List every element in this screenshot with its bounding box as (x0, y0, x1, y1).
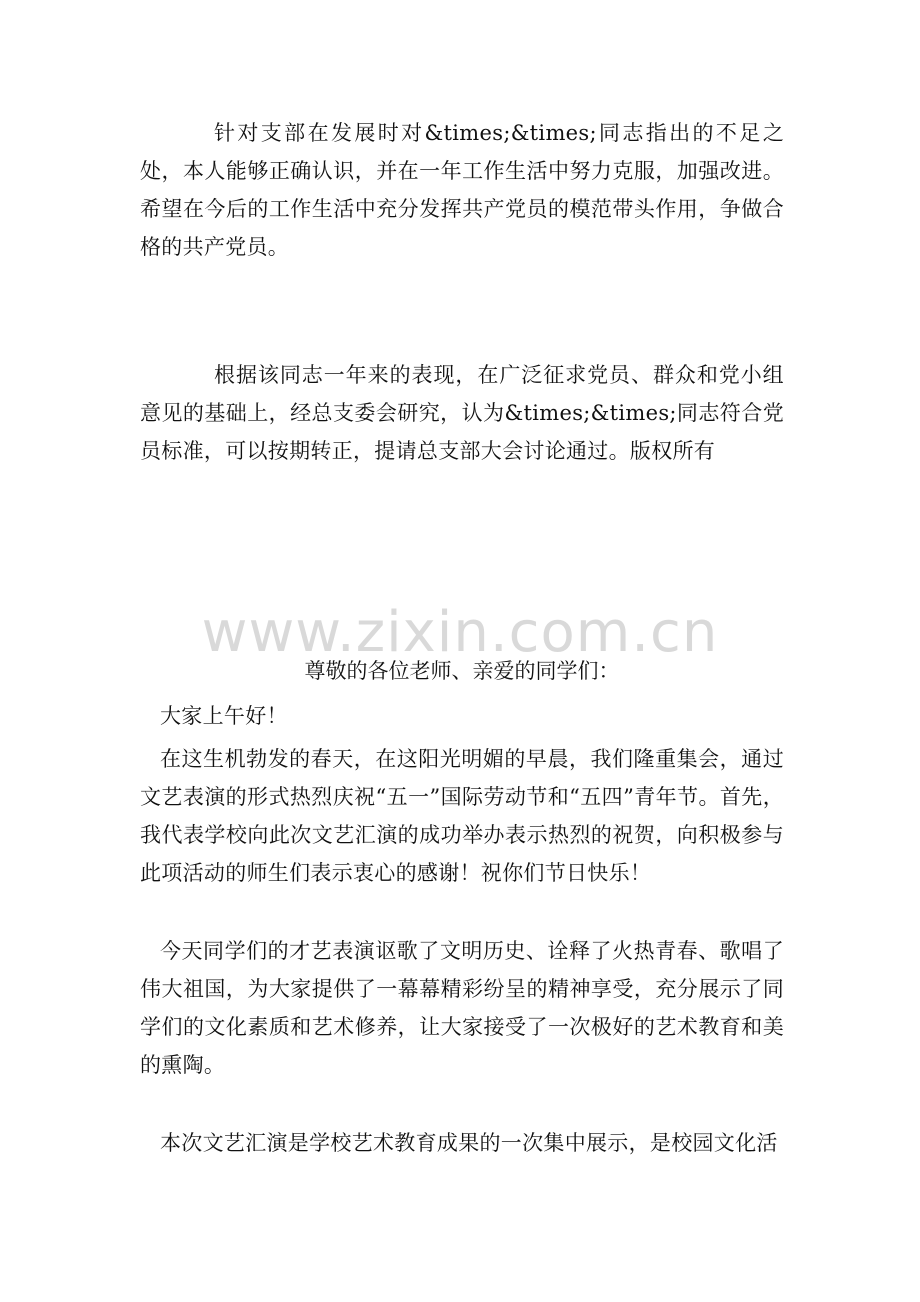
paragraph-art-education: 本次文艺汇演是学校艺术教育成果的一次集中展示，是校园文化活 (160, 1131, 778, 1155)
paragraph-celebration: 在这生机勃发的春天，在这阳光明媚的早晨，我们隆重集会，通过文艺表演的形式热烈庆祝“五一”国际劳动节和“五四”青年节。首先，我代表学校向此次文艺汇演的成功举办表示热烈的祝贺，向积极参与此项活动的师生们表示衷心的感谢！祝你们节日快乐！ (140, 747, 784, 885)
paragraph-evaluation: 根据该同志一年来的表现，在广泛征求党员、群众和党小组意见的基础上，经总支委会研究，认为&times;&times;同志符合党员标准，可以按期转正，提请总支部大会讨论通过。版权所有 (140, 363, 784, 463)
watermark-text: www.zixin.com.cn (201, 600, 719, 665)
opening-greeting: 大家上午好！ (160, 704, 288, 728)
paragraph-support-branch: 针对支部在发展时对&times;&times;同志指出的不足之处，本人能够正确认识，并在一年工作生活中努力克服，加强改进。希望在今后的工作生活中充分发挥共产党员的模范带头作用，争做合格的共产党员。 (140, 121, 784, 259)
paragraph-performance: 今天同学们的才艺表演讴歌了文明历史、诠释了火热青春、歌唱了伟大祖国，为大家提供了一幕幕精彩纷呈的精神享受，充分展示了同学们的文化素质和艺术修养，让大家接受了一次极好的艺术教育和美的熏陶。 (140, 939, 784, 1077)
salutation-line: 尊敬的各位老师、亲爱的同学们： (304, 659, 620, 683)
